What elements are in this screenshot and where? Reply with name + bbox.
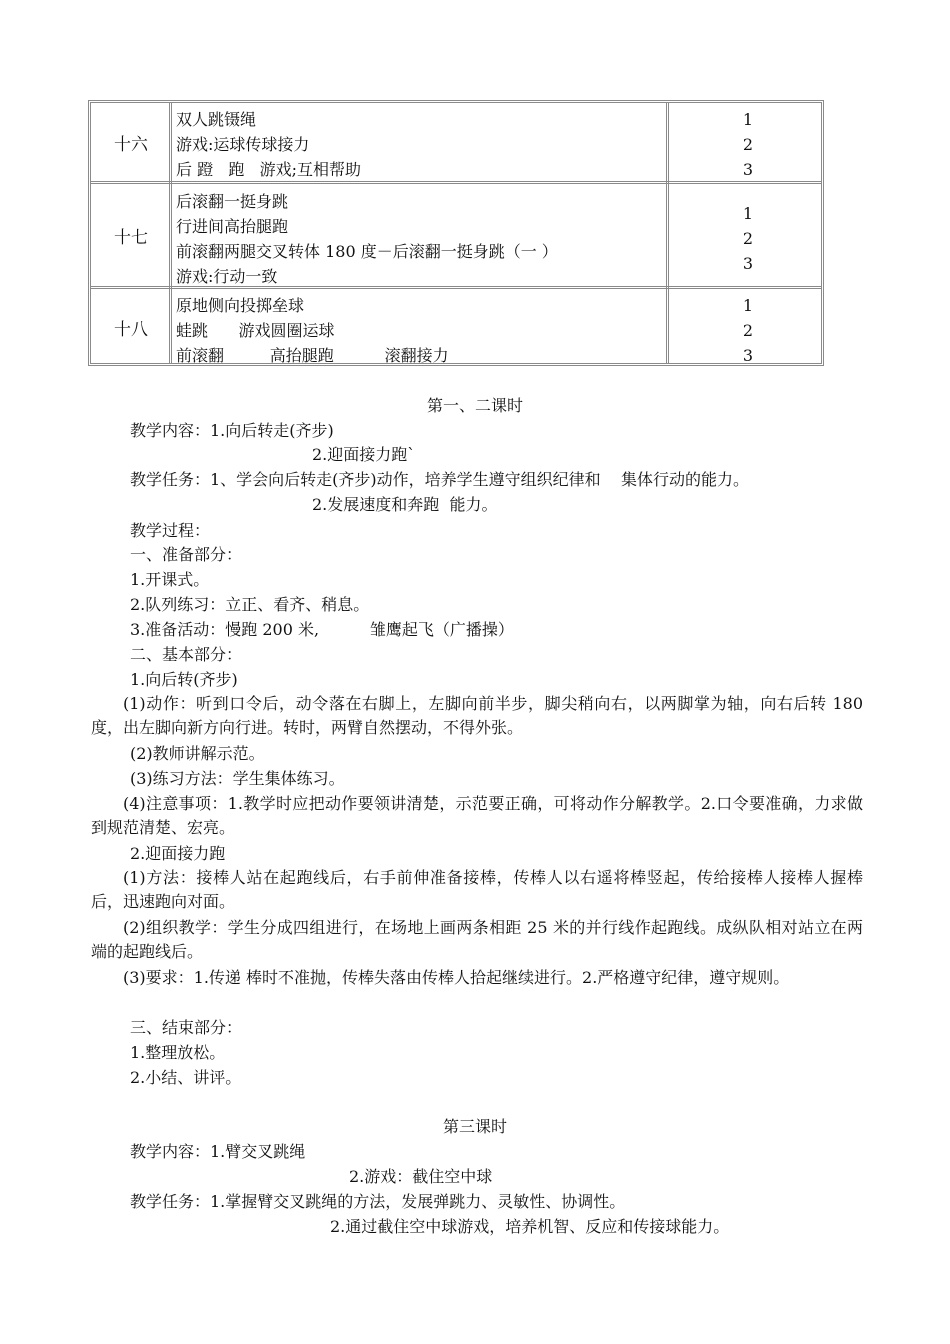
step-text: 2.迎面接力跑 — [130, 844, 226, 863]
teaching-content: 教学内容：1.向后转走(齐步) — [130, 421, 334, 440]
part-heading: 三、结束部分： — [130, 1018, 243, 1037]
paragraph: (4)注意事项：1.教学时应把动作要领讲清楚，示范要正确，可将动作分解教学。2.口令要准确，力求做到规范清楚、宏亮。 — [91, 794, 863, 837]
teaching-content-item: 2.游戏：截住空中球 — [349, 1167, 493, 1186]
row-divider — [91, 181, 821, 184]
content-line: 后 蹬 跑 游戏;互相帮助 — [176, 160, 361, 179]
table-row — [91, 289, 821, 365]
hour-value: 2 — [742, 135, 754, 154]
paragraph: (2)组织教学：学生分成四组进行，在场地上画两条相距 25 米的并行线作起跑线。成纵队相对站立在两端的起跑线后。 — [91, 918, 863, 961]
paragraph: (1)动作：听到口令后，动令落在右脚上，左脚向前半步，脚尖稍向右，以两脚掌为轴，向右后转 180 度，出左脚向新方向行进。转时，两臂自然摆动，不得外张。 — [91, 694, 863, 737]
hour-value: 2 — [742, 229, 754, 248]
table-row — [91, 185, 821, 285]
content-line: 行进间高抬腿跑 — [176, 217, 289, 236]
paragraph: (1)方法：接棒人站在起跑线后，右手前伸准备接棒，传棒人以右遥将棒竖起，传给接棒人接棒人握棒后，迅速跑向对面。 — [91, 868, 863, 911]
hour-value: 1 — [742, 110, 754, 129]
step-text: (3)练习方法：学生集体练习。 — [130, 769, 345, 788]
content-line: 前滚翻 高抬腿跑 滚翻接力 — [176, 346, 449, 365]
teaching-task: 教学任务：1.掌握臂交叉跳绳的方法，发展弹跳力、灵敏性、协调性。 — [130, 1192, 626, 1211]
part-heading: 二、基本部分： — [130, 645, 243, 664]
content-line: 前滚翻两腿交叉转体 180 度－后滚翻一挺身跳（一 ） — [176, 242, 558, 261]
step-text: 3.准备活动：慢跑 200 米, 雏鹰起飞（广播操） — [130, 620, 514, 639]
teaching-task-item: 2.发展速度和奔跑 能力。 — [312, 495, 498, 514]
step-text: 1.开课式。 — [130, 570, 210, 589]
step-text: (2)教师讲解示范。 — [130, 744, 265, 763]
content-cell — [176, 107, 666, 182]
section-title: 第三课时 — [442, 1117, 507, 1136]
step-text: 1.向后转(齐步) — [130, 670, 238, 689]
hours-cell — [673, 201, 823, 276]
content-line: 游戏:行动一致 — [176, 267, 278, 286]
process-heading: 教学过程： — [130, 521, 211, 540]
section-title: 第一、二课时 — [426, 396, 523, 415]
teaching-content: 教学内容：1.臂交叉跳绳 — [130, 1142, 306, 1161]
hour-value: 3 — [742, 254, 754, 273]
hour-value: 1 — [742, 204, 754, 223]
hour-value: 1 — [742, 296, 754, 315]
paragraph: (3)要求：1.传递 棒时不准抛，传棒失落由传棒人拾起继续进行。2.严格遵守纪律，遵守规则。 — [123, 968, 790, 987]
part-heading: 一、准备部分： — [130, 545, 243, 564]
hour-value: 3 — [742, 160, 754, 179]
teaching-content-item: 2.迎面接力跑` — [312, 445, 416, 464]
content-line: 蛙跳 游戏圆圈运球 — [176, 321, 335, 340]
step-text: 1.整理放松。 — [130, 1043, 226, 1062]
step-text: 2.小结、讲评。 — [130, 1068, 242, 1087]
hour-value: 3 — [742, 346, 754, 365]
hour-value: 2 — [742, 321, 754, 340]
content-line: 原地侧向投掷垒球 — [176, 296, 305, 315]
teaching-task: 教学任务：1、学会向后转走(齐步)动作，培养学生遵守组织纪律和 集体行动的能力。 — [130, 470, 750, 489]
schedule-table — [88, 100, 824, 366]
hours-cell — [673, 293, 823, 368]
content-cell — [176, 293, 666, 368]
content-cell — [176, 189, 666, 289]
content-line: 后滚翻一挺身跳 — [176, 192, 289, 211]
table-row — [91, 103, 821, 181]
week-number: 十八 — [114, 319, 148, 340]
content-line: 游戏:运球传球接力 — [176, 135, 310, 154]
week-number: 十七 — [114, 227, 148, 248]
teaching-task-item: 2.通过截住空中球游戏，培养机智、反应和传接球能力。 — [330, 1217, 730, 1236]
hours-cell — [673, 107, 823, 182]
content-line: 双人跳镊绳 — [176, 110, 257, 129]
step-text: 2.队列练习：立正、看齐、稍息。 — [130, 595, 370, 614]
week-number: 十六 — [114, 134, 148, 155]
